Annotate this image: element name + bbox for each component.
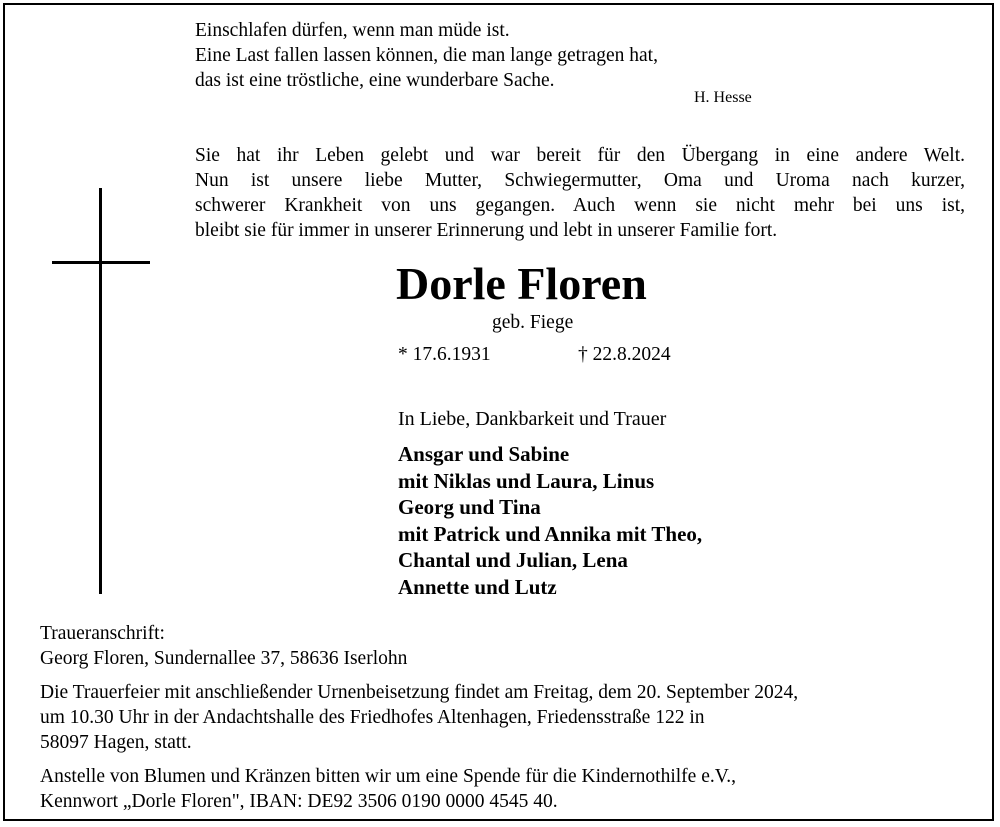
donation-info	[40, 764, 970, 814]
mourner-line: Annette und Lutz	[398, 574, 557, 599]
ceremony-info	[40, 680, 970, 755]
mourner-line: mit Patrick und Annika mit Theo,	[398, 521, 703, 546]
mourners-list	[398, 441, 702, 600]
mourner-line: Georg und Tina	[398, 495, 541, 519]
mourning-address	[40, 621, 407, 671]
mourner-line: Chantal und Julian, Lena	[398, 548, 628, 572]
deceased-name: Dorle Floren	[396, 258, 647, 309]
intro-line: schwerer Krankheit von uns gegangen. Auch wenn sie nicht mehr bei uns ist,	[195, 195, 965, 216]
donation-line: Kennwort „Dorle Floren", IBAN: DE92 3506 0190 0000 4545 40.	[40, 791, 558, 812]
birth-date: * 17.6.1931	[398, 344, 491, 365]
mourning-greeting: In Liebe, Dankbarkeit und Trauer	[398, 408, 667, 430]
donation-line: Anstelle von Blumen und Kränzen bitten wir um eine Spende für die Kindernothilfe e.V.,	[40, 766, 737, 787]
ceremony-line: 58097 Hagen, statt.	[40, 732, 192, 753]
poem-line: Eine Last fallen lassen können, die man lange getragen hat,	[195, 45, 658, 66]
poem-quote	[195, 18, 895, 93]
poem-line: das ist eine tröstliche, eine wunderbare Sache.	[195, 70, 555, 91]
cross-icon-bar	[52, 261, 150, 264]
intro-line: Sie hat ihr Leben gelebt und war bereit für den Übergang in eine andere Welt.	[195, 145, 965, 166]
death-date: † 22.8.2024	[578, 344, 671, 365]
poem-author: H. Hesse	[694, 89, 752, 106]
mourner-line: mit Niklas und Laura, Linus	[398, 468, 655, 493]
address-label: Traueranschrift:	[40, 623, 165, 644]
ceremony-line: um 10.30 Uhr in der Andachtshalle des Friedhofes Altenhagen, Friedensstraße 122 in	[40, 707, 705, 728]
address-value: Georg Floren, Sundernallee 37, 58636 Iserlohn	[40, 648, 408, 669]
ceremony-line: Die Trauerfeier mit anschließender Urnenbeisetzung findet am Freitag, dem 20. September 2024,	[40, 682, 799, 703]
intro-line: bleibt sie für immer in unserer Erinnerung und lebt in unserer Familie fort.	[195, 220, 778, 241]
birth-name: geb. Fiege	[492, 312, 574, 333]
intro-line: Nun ist unsere liebe Mutter, Schwiegermutter, Oma und Uroma nach kurzer,	[195, 170, 965, 191]
mourner-line: Ansgar und Sabine	[398, 442, 570, 466]
intro-text	[195, 143, 965, 243]
poem-line: Einschlafen dürfen, wenn man müde ist.	[195, 20, 510, 41]
cross-icon	[99, 188, 102, 594]
